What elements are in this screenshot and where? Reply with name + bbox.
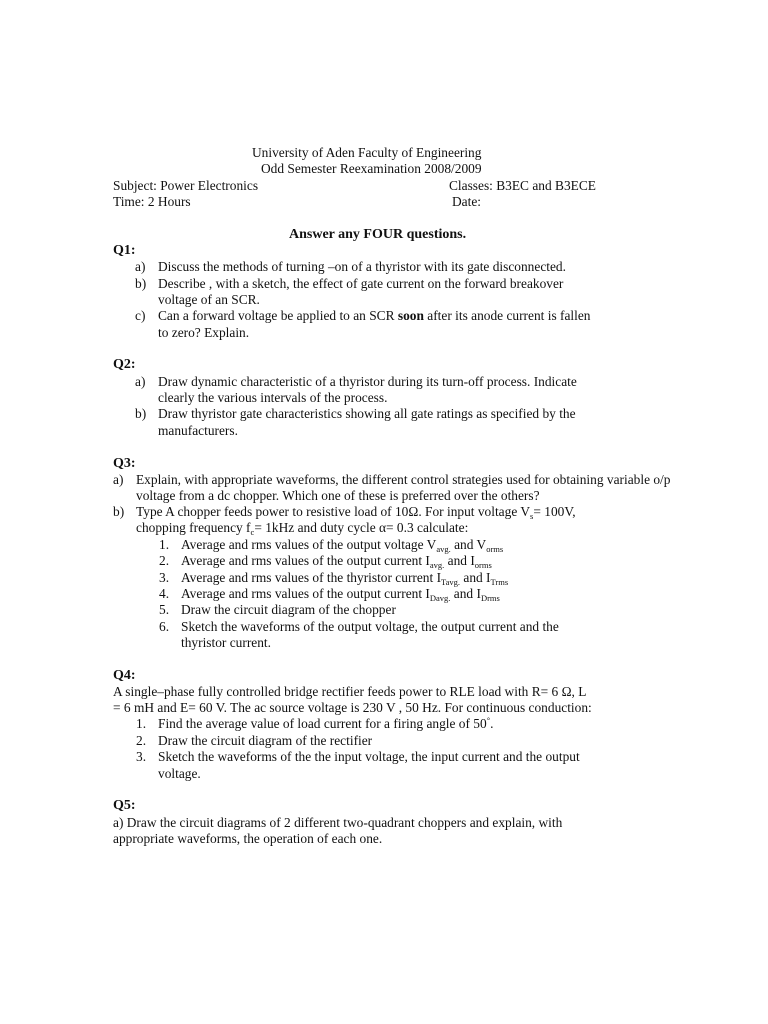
q3-a-label: a) (113, 472, 124, 487)
q1-a-label: a) (135, 259, 146, 274)
q4-para2: = 6 mH and E= 60 V. The ac source voltage is 230 V , 50 Hz. For continuous conduction: (113, 700, 592, 715)
q4-item-3a: Sketch the waveforms of the the input voltage, the input current and the output (158, 749, 580, 764)
q4-item-number: 1. (136, 716, 147, 731)
q1-c-text1: Can a forward voltage be applied to an SCR soon after its anode current is fallen (158, 308, 591, 323)
q3-item-number: 1. (159, 537, 170, 552)
university-title: University of Aden Faculty of Engineering (252, 145, 482, 160)
q3-title: Q3: (113, 456, 136, 471)
q2-a-text1: Draw dynamic characteristic of a thyristor during its turn-off process. Indicate (158, 374, 577, 389)
q4-item-3b: voltage. (158, 766, 201, 781)
subject-line: Subject: Power Electronics (113, 178, 259, 193)
q3-item-6a: Sketch the waveforms of the output voltage, the output current and the (181, 619, 559, 634)
q3-b-label: b) (113, 504, 125, 519)
q4-item-number: 2. (136, 733, 147, 748)
q1-c-text2: to zero? Explain. (158, 325, 250, 340)
q3-item-number: 4. (159, 586, 170, 601)
q4-item-1: Find the average value of load current for a firing angle of 50°. (158, 715, 494, 731)
q1-a-text: Discuss the methods of turning –on of a thyristor with its gate disconnected. (158, 259, 566, 274)
time-line: Time: 2 Hours (113, 194, 191, 209)
q3-b-text2: chopping frequency $f_c= 1kHz$ and duty cycle α= 0.3 calculate: (136, 520, 469, 537)
q2-a-text2: clearly the various intervals of the process. (158, 390, 388, 405)
q4-item-2: Draw the circuit diagram of the rectifier (158, 733, 373, 748)
exam-title: Odd Semester Reexamination 2008/2009 (261, 161, 482, 176)
q3-b-text1: Type A chopper feeds power to resistive load of 10Ω. For input voltage $V_s= 100V$, (136, 504, 576, 521)
q1-c-label: c) (135, 308, 146, 323)
q3-item-number: 5. (159, 602, 170, 617)
q2-b-text2: manufacturers. (158, 423, 238, 438)
q2-title: Q2: (113, 357, 136, 372)
q4-item-number: 3. (136, 749, 147, 764)
q3-item-4: Average and rms values of the output current $I_{Davg.}$ and $I_{Drms}$ (181, 586, 500, 603)
q5-title: Q5: (113, 798, 136, 813)
q1-b-label: b) (135, 276, 147, 291)
q4-para1: A single–phase fully controlled bridge rectifier feeds power to RLE load with R= 6 Ω, L (113, 684, 587, 699)
q2-a-label: a) (135, 374, 146, 389)
q1-b-text1: Describe , with a sketch, the effect of gate current on the forward breakover (158, 276, 564, 291)
q2-b-label: b) (135, 406, 147, 421)
classes-line: Classes: B3EC and B3ECE (449, 178, 596, 193)
q3-item-2: Average and rms values of the output current $I_{avg.}$ and $I_{orms}$ (181, 553, 492, 570)
q5-para1: a) Draw the circuit diagrams of 2 different two-quadrant choppers and explain, with (113, 815, 563, 830)
date-line: Date: (452, 194, 481, 209)
q3-item-1: Average and rms values of the output voltage $V_{avg.}$ and $V_{orms}$ (181, 537, 504, 554)
q3-a-text1: Explain, with appropriate waveforms, the different control strategies used for obtaining variable o/p (136, 472, 671, 487)
q3-item-3: Average and rms values of the thyristor current $I_{Tavg.}$ and $I_{Trms}$ (181, 570, 509, 587)
q1-title: Q1: (113, 243, 136, 258)
q3-item-number: 2. (159, 553, 170, 568)
q3-item-number: 3. (159, 570, 170, 585)
instruction: Answer any FOUR questions. (289, 227, 467, 242)
q5-para2: appropriate waveforms, the operation of each one. (113, 831, 383, 846)
q3-item-6b: thyristor current. (181, 635, 271, 650)
q3-a-text2: voltage from a dc chopper. Which one of these is preferred over the others? (136, 488, 540, 503)
q1-b-text2: voltage of an SCR. (158, 292, 260, 307)
q4-title: Q4: (113, 668, 136, 683)
q3-item-5: Draw the circuit diagram of the chopper (181, 602, 396, 617)
q2-b-text1: Draw thyristor gate characteristics showing all gate ratings as specified by the (158, 406, 576, 421)
q3-item-number: 6. (159, 619, 170, 634)
